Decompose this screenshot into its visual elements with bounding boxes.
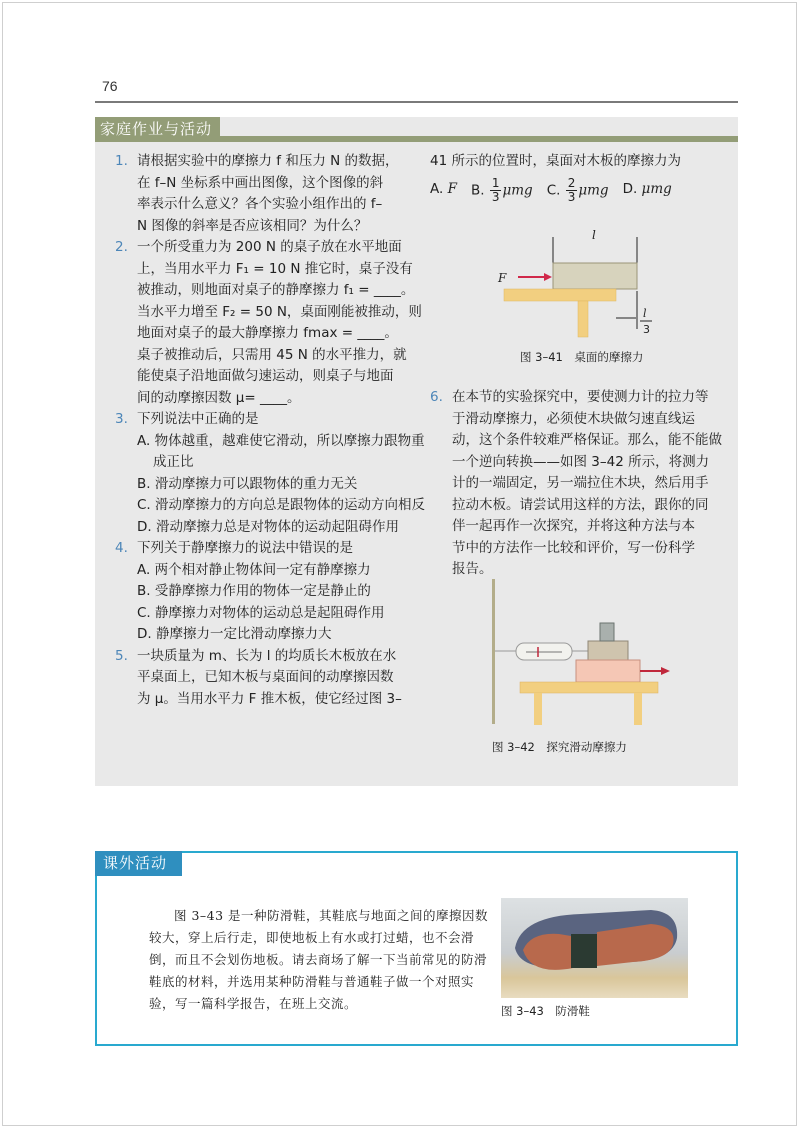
activity-text: 图 3–43 是一种防滑鞋，其鞋底与地面之间的摩擦因数较大，穿上后行走，即使地板上有水或打过蜡，也不会滑倒，而且不会划伤地板。请去商场了解一下当前常见的防滑鞋底的材料，并选用某种防滑鞋与普通鞋子做一个对照实验，写一篇科学报告，在班上交流。 — [149, 908, 489, 1011]
question-text-line: 间的动摩擦因数 μ= ____。 — [137, 389, 301, 406]
question-text-line: 请根据实验中的摩擦力 f 和压力 N 的数据， — [137, 153, 399, 169]
fraction: $\frac{2}{3}$ — [567, 175, 576, 204]
question-text-line: 在 f–N 坐标系中画出图像，这个图像的斜 — [137, 174, 384, 191]
question-number: 1. — [115, 153, 128, 169]
question-text-line: 一块质量为 m、长为 l 的均质长木板放在水 — [137, 647, 397, 664]
table-board-diagram — [490, 225, 690, 365]
figure-3-42 — [480, 575, 700, 765]
option-c: C. 滑动摩擦力的方向总是跟物体的运动方向相反 — [137, 497, 426, 513]
option-b: B. 滑动摩擦力可以跟物体的重力无关 — [137, 475, 358, 492]
option-d: D. 静摩擦力一定比滑动摩擦力大 — [137, 626, 332, 642]
question-text-line: 一个逆向转换——如图 3–42 所示，将测力 — [452, 453, 710, 470]
question-5-continued: 41 所示的位置时，桌面对木板的摩擦力为 — [430, 153, 681, 169]
option-b: B. $\frac{1}{3}$ μmg — [470, 175, 533, 204]
figure-caption: 图 3–43 防滑鞋 — [501, 1004, 590, 1018]
option-c: C. 静摩擦力对物体的运动总是起阻碍作用 — [137, 604, 385, 621]
question-text-line: 动，这个条件较难严格保证。那么，能不能做 — [452, 432, 722, 448]
question-number: 6. — [430, 389, 443, 405]
question-text-line: N 图像的斜率是否应该相同？为什么？ — [137, 217, 368, 234]
option-d: D. 滑动摩擦力总是对物体的运动起阻碍作用 — [137, 518, 399, 535]
question-text-line: 节中的方法作一比较和评价，写一份科学 — [452, 539, 695, 556]
question-text-line: 率表示什么意义？各个实验小组作出的 f– — [137, 196, 383, 212]
figure-caption: 图 3–41 桌面的摩擦力 — [520, 350, 644, 364]
question-text-line: 在本节的实验探究中，要使测力计的拉力等 — [452, 389, 709, 405]
question-5 — [115, 646, 425, 711]
option-a: A. F — [430, 181, 457, 198]
question-text-line: 上，当用水平力 F₁ = 10 N 推它时，桌子没有 — [137, 260, 413, 277]
question-text-line: 桌子被推动后，只需用 45 N 的水平推力，就 — [137, 346, 407, 363]
question-text-line: 当水平力增至 F₂ = 50 N，桌面刚能被推动，则 — [137, 303, 422, 320]
option-a: A. 物体越重，越难使它滑动，所以摩擦力跟物重成正比 — [137, 432, 425, 470]
homework-section — [95, 117, 738, 786]
svg-text:F: F — [498, 271, 507, 285]
question-text-line: 报告。 — [452, 561, 493, 577]
question-5-options — [430, 177, 730, 204]
svg-text:l: l — [643, 307, 647, 320]
question-1 — [115, 151, 425, 237]
question-text-line: 为 μ。当用水平力 F 推木板，使它经过图 3– — [137, 690, 402, 707]
figure-caption: 图 3–42 探究滑动摩擦力 — [492, 740, 627, 754]
right-column — [430, 151, 730, 204]
question-text-line: 伴一起再作一次探究，并将这种方法与本 — [452, 518, 695, 534]
question-number: 3. — [115, 411, 128, 427]
question-number: 2. — [115, 239, 128, 255]
svg-text:l: l — [592, 228, 596, 242]
friction-experiment-diagram — [480, 575, 700, 735]
option-d: D. μmg — [622, 181, 672, 198]
question-text-line: 一个所受重力为 200 N 的桌子放在水平地面 — [137, 239, 402, 255]
question-6-column — [430, 387, 730, 581]
page-number: 76 — [102, 78, 118, 94]
option-c: C. $\frac{2}{3}$ μmg — [546, 175, 609, 204]
question-text-line: 计的一端固定，另一端拉住木块，然后用手 — [452, 475, 709, 491]
question-stem: 下列关于静摩擦力的说法中错误的是 — [137, 540, 353, 556]
question-3 — [115, 409, 425, 431]
question-6 — [430, 387, 730, 581]
figure-3-41 — [490, 225, 690, 365]
question-4 — [115, 538, 425, 560]
question-2 — [115, 237, 425, 409]
shoe-sole-image — [501, 898, 688, 998]
question-text-line: 平桌面上，已知木板与桌面间的动摩擦因数 — [137, 669, 394, 685]
homework-title-bar — [95, 117, 738, 142]
question-text-line: 拉动木板。请尝试用这样的方法，跟你的同 — [452, 496, 709, 513]
question-stem: 下列说法中正确的是 — [137, 411, 259, 427]
question-text-line: 被推动，则地面对桌子的静摩擦力 f₁ = ____。 — [137, 282, 415, 298]
activity-title: 课外活动 — [95, 851, 182, 876]
option-b: B. 受静摩擦力作用的物体一定是静止的 — [137, 583, 371, 599]
anti-slip-shoe-photo — [501, 898, 688, 998]
left-column — [115, 151, 425, 710]
question-number: 5. — [115, 647, 128, 664]
question-text-line: 于滑动摩擦力，必须使木块做匀速直线运 — [452, 410, 695, 427]
option-a: A. 两个相对静止物体间一定有静摩擦力 — [137, 561, 371, 578]
homework-title: 家庭作业与活动 — [95, 117, 220, 142]
svg-text:3: 3 — [643, 323, 650, 336]
header-rule — [95, 101, 738, 103]
activity-section — [95, 851, 738, 1046]
question-text-line: 地面对桌子的最大静摩擦力 fmax = ____。 — [137, 325, 398, 341]
question-text-line: 能使桌子沿地面做匀速运动，则桌子与地面 — [137, 368, 394, 384]
question-number: 4. — [115, 540, 128, 556]
fraction: $\frac{1}{3}$ — [491, 175, 500, 204]
